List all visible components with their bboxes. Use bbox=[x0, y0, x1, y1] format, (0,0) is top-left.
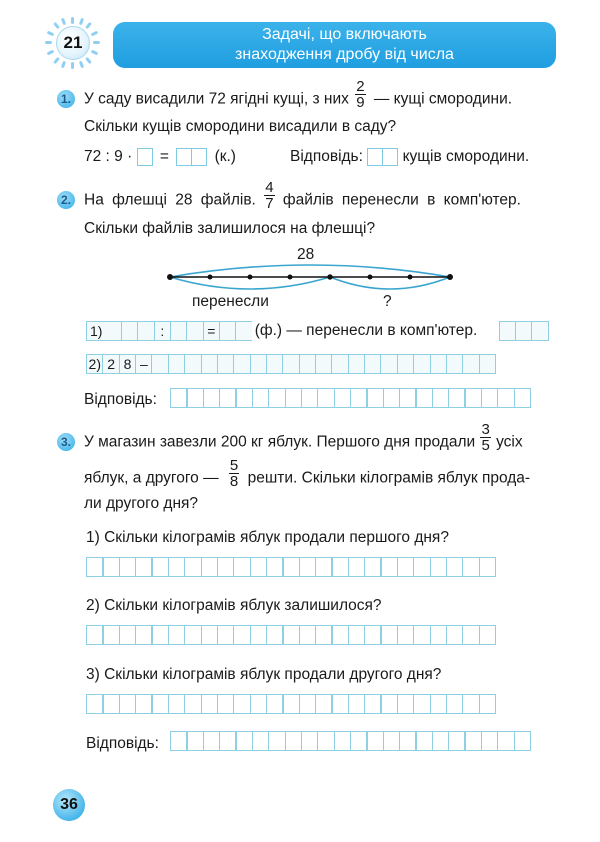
task-1-fraction bbox=[355, 79, 365, 110]
task-3-question-2: 2) Скільки кілограмів яблук залишилося? bbox=[86, 597, 382, 614]
grid-cell[interactable] bbox=[168, 694, 186, 714]
grid-cell[interactable] bbox=[348, 354, 366, 374]
grid-cell[interactable] bbox=[250, 354, 268, 374]
task-3-text-line2 bbox=[84, 457, 531, 490]
grid-cell[interactable] bbox=[397, 557, 415, 577]
answer-suffix: кущів смородини. bbox=[402, 148, 530, 165]
grid-cell[interactable] bbox=[383, 388, 401, 408]
grid-cell[interactable] bbox=[348, 625, 366, 645]
fraction-denominator: 8 bbox=[229, 473, 239, 490]
grid-cell[interactable] bbox=[531, 321, 549, 341]
task-1-text-line2: Скільки кущів смородини висадили в саду? bbox=[84, 118, 397, 135]
grid-cell[interactable] bbox=[515, 321, 533, 341]
grid-cell[interactable] bbox=[201, 557, 219, 577]
grid-cell[interactable] bbox=[217, 694, 235, 714]
grid-cell[interactable] bbox=[266, 557, 284, 577]
grid-cell[interactable] bbox=[119, 694, 137, 714]
grid-cell[interactable] bbox=[331, 557, 349, 577]
grid-cell[interactable] bbox=[380, 694, 398, 714]
grid-cell[interactable] bbox=[364, 557, 382, 577]
grid-cell[interactable] bbox=[235, 731, 253, 751]
task-1-equation bbox=[84, 147, 236, 167]
grid-cell[interactable] bbox=[184, 694, 202, 714]
grid-cell[interactable] bbox=[250, 557, 268, 577]
grid-cell[interactable] bbox=[430, 625, 448, 645]
grid-cell[interactable] bbox=[102, 625, 120, 645]
grid-cell[interactable] bbox=[168, 557, 186, 577]
task-1-text-a: У саду висадили 72 ягідні кущі, з них bbox=[84, 90, 349, 108]
grid-cell[interactable] bbox=[462, 625, 480, 645]
task-1-text-b: — кущі смородини. bbox=[373, 90, 513, 108]
grid-cell[interactable] bbox=[282, 694, 300, 714]
grid-cell[interactable] bbox=[366, 388, 384, 408]
grid-cell[interactable] bbox=[266, 694, 284, 714]
grid-cell[interactable] bbox=[186, 388, 204, 408]
grid-cell[interactable] bbox=[331, 625, 349, 645]
grid-cell[interactable] bbox=[266, 354, 284, 374]
grid-cell[interactable] bbox=[348, 694, 366, 714]
task-2-answer-label: Відповідь: bbox=[84, 391, 157, 408]
grid-cell[interactable] bbox=[479, 354, 497, 374]
grid-cell[interactable] bbox=[235, 321, 253, 341]
grid-cell[interactable] bbox=[446, 557, 464, 577]
grid-cell[interactable] bbox=[446, 354, 464, 374]
lesson-title-line1: Задачі, що включають bbox=[262, 26, 427, 43]
grid-cell[interactable] bbox=[399, 731, 417, 751]
task-3-grid-3 bbox=[86, 694, 495, 714]
task-3-text-line1 bbox=[84, 421, 523, 454]
grid-cell[interactable] bbox=[315, 694, 333, 714]
digit-cell: 2 bbox=[102, 354, 120, 374]
grid-cell[interactable] bbox=[479, 694, 497, 714]
task-2-number: 2. bbox=[57, 191, 75, 209]
task-2-text-line2: Скільки файлів залишилося на флешці? bbox=[84, 220, 376, 237]
grid-cell[interactable] bbox=[448, 731, 466, 751]
grid-cell[interactable] bbox=[397, 694, 415, 714]
diagram-left-label: перенесли bbox=[192, 293, 269, 310]
grid-cell[interactable] bbox=[102, 694, 120, 714]
grid-cell[interactable] bbox=[233, 694, 251, 714]
grid-cell[interactable] bbox=[170, 388, 188, 408]
grid-cell[interactable] bbox=[252, 731, 270, 751]
grid-cell[interactable] bbox=[219, 321, 237, 341]
grid-cell[interactable] bbox=[348, 557, 366, 577]
grid-cell[interactable] bbox=[250, 625, 268, 645]
task-1-text-line1 bbox=[84, 78, 513, 111]
grid-cell[interactable] bbox=[331, 694, 349, 714]
grid-cell[interactable] bbox=[380, 354, 398, 374]
grid-cell[interactable] bbox=[479, 625, 497, 645]
grid-cell[interactable] bbox=[102, 557, 120, 577]
unit-label: (к.) bbox=[214, 148, 236, 165]
grid-cell[interactable] bbox=[217, 625, 235, 645]
grid-cell[interactable] bbox=[151, 354, 169, 374]
task-3-text-d: решти. Скільки кілограмів яблук прода- bbox=[247, 469, 531, 487]
grid-cell[interactable] bbox=[415, 388, 433, 408]
grid-cell[interactable] bbox=[184, 557, 202, 577]
task-3-fraction-1 bbox=[480, 422, 490, 453]
grid-cell[interactable] bbox=[397, 354, 415, 374]
grid-cell[interactable] bbox=[235, 388, 253, 408]
grid-cell[interactable] bbox=[350, 388, 368, 408]
grid-cell[interactable] bbox=[499, 321, 517, 341]
grid-cell[interactable] bbox=[285, 731, 303, 751]
grid-cell[interactable] bbox=[397, 625, 415, 645]
equals-cell: = bbox=[203, 321, 221, 341]
answer-label: Відповідь: bbox=[290, 148, 363, 165]
grid-cell[interactable] bbox=[350, 731, 368, 751]
task-3-number: 3. bbox=[57, 433, 75, 451]
grid-cell[interactable] bbox=[151, 557, 169, 577]
grid-cell[interactable] bbox=[462, 694, 480, 714]
task-3-question-3: 3) Скільки кілограмів яблук продали другого дня? bbox=[86, 666, 442, 683]
grid-cell[interactable] bbox=[380, 625, 398, 645]
grid-cell[interactable] bbox=[315, 354, 333, 374]
grid-cell[interactable] bbox=[301, 388, 319, 408]
grid-cell[interactable] bbox=[446, 694, 464, 714]
grid-cell[interactable] bbox=[285, 388, 303, 408]
grid-cell[interactable] bbox=[282, 354, 300, 374]
step-2-label: 2) bbox=[86, 354, 104, 374]
grid-cell[interactable] bbox=[219, 731, 237, 751]
task-3-text-a: У магазин завезли 200 кг яблук. Першого дня продали bbox=[84, 433, 476, 451]
grid-cell[interactable] bbox=[430, 557, 448, 577]
task-2-answer-grid bbox=[170, 388, 530, 408]
fraction-denominator: 7 bbox=[265, 195, 274, 212]
grid-cell[interactable] bbox=[151, 625, 169, 645]
grid-cell[interactable] bbox=[464, 731, 482, 751]
grid-cell[interactable] bbox=[299, 557, 317, 577]
grid-cell[interactable] bbox=[268, 731, 286, 751]
grid-cell[interactable] bbox=[121, 321, 139, 341]
grid-cell[interactable] bbox=[217, 354, 235, 374]
grid-cell[interactable] bbox=[364, 625, 382, 645]
step-1-unit-text: (ф.) — перенесли в комп'ютер. bbox=[252, 321, 499, 341]
lesson-title-banner bbox=[113, 22, 556, 68]
task-1-answer bbox=[290, 147, 529, 167]
task-2-fraction bbox=[264, 180, 274, 211]
grid-cell[interactable] bbox=[201, 694, 219, 714]
grid-cell[interactable] bbox=[315, 625, 333, 645]
grid-cell[interactable] bbox=[168, 625, 186, 645]
task-3-answer-grid bbox=[170, 731, 530, 751]
task-3-question-1: 1) Скільки кілограмів яблук продали першого дня? bbox=[86, 529, 449, 546]
grid-cell[interactable] bbox=[446, 625, 464, 645]
fraction-numerator: 2 bbox=[356, 78, 365, 95]
task-3-fraction-2 bbox=[229, 458, 239, 489]
grid-cell[interactable] bbox=[217, 557, 235, 577]
grid-cell[interactable] bbox=[399, 388, 417, 408]
grid-cell[interactable] bbox=[317, 388, 335, 408]
grid-cell[interactable] bbox=[514, 731, 532, 751]
grid-cell[interactable] bbox=[334, 388, 352, 408]
task-2-text-line1 bbox=[84, 179, 521, 212]
grid-cell[interactable] bbox=[299, 354, 317, 374]
fraction-denominator: 5 bbox=[481, 437, 490, 454]
grid-cell[interactable] bbox=[252, 388, 270, 408]
task-3-grid-1 bbox=[86, 557, 495, 577]
grid-cell[interactable] bbox=[514, 388, 532, 408]
grid-cell[interactable] bbox=[186, 321, 204, 341]
grid-cell[interactable] bbox=[479, 557, 497, 577]
fraction-numerator: 4 bbox=[265, 179, 274, 196]
grid-cell[interactable] bbox=[315, 557, 333, 577]
answer-cell[interactable] bbox=[137, 148, 153, 166]
grid-cell[interactable] bbox=[301, 731, 319, 751]
grid-cell[interactable] bbox=[282, 557, 300, 577]
grid-cell[interactable] bbox=[151, 694, 169, 714]
equals-sign: = bbox=[159, 148, 169, 165]
grid-cell[interactable] bbox=[135, 557, 153, 577]
grid-cell[interactable] bbox=[430, 354, 448, 374]
grid-cell[interactable] bbox=[201, 625, 219, 645]
grid-cell[interactable] bbox=[299, 625, 317, 645]
grid-cell[interactable] bbox=[497, 388, 515, 408]
answer-cell[interactable] bbox=[191, 148, 207, 166]
grid-cell[interactable] bbox=[413, 557, 431, 577]
grid-cell[interactable] bbox=[462, 354, 480, 374]
grid-cell[interactable] bbox=[331, 354, 349, 374]
grid-cell[interactable] bbox=[219, 388, 237, 408]
step-1-label: 1) bbox=[86, 321, 122, 341]
grid-cell[interactable] bbox=[203, 731, 221, 751]
grid-cell[interactable] bbox=[448, 388, 466, 408]
task-2-text-a: На флешці 28 файлів. bbox=[84, 191, 256, 209]
grid-cell[interactable] bbox=[481, 731, 499, 751]
grid-cell[interactable] bbox=[170, 731, 188, 751]
grid-cell[interactable] bbox=[86, 694, 104, 714]
grid-cell[interactable] bbox=[266, 625, 284, 645]
grid-cell[interactable] bbox=[432, 388, 450, 408]
grid-cell[interactable] bbox=[135, 694, 153, 714]
grid-cell[interactable] bbox=[233, 354, 251, 374]
grid-cell[interactable] bbox=[464, 388, 482, 408]
grid-cell[interactable] bbox=[137, 321, 155, 341]
page-number: 36 bbox=[53, 789, 85, 821]
step-1-grid bbox=[86, 321, 548, 341]
grid-cell[interactable] bbox=[383, 731, 401, 751]
diagram-right-label: ? bbox=[383, 293, 392, 310]
grid-cell[interactable] bbox=[430, 694, 448, 714]
grid-cell[interactable] bbox=[86, 625, 104, 645]
grid-cell[interactable] bbox=[299, 694, 317, 714]
grid-cell[interactable] bbox=[170, 321, 188, 341]
fraction-numerator: 5 bbox=[229, 457, 239, 474]
grid-cell[interactable] bbox=[366, 731, 384, 751]
task-1-number: 1. bbox=[57, 90, 75, 108]
task-3-grid-2 bbox=[86, 625, 495, 645]
task-3-text-b: усіх bbox=[496, 433, 523, 451]
grid-cell[interactable] bbox=[119, 625, 137, 645]
grid-cell[interactable] bbox=[380, 557, 398, 577]
grid-cell[interactable] bbox=[413, 354, 431, 374]
fraction-numerator: 3 bbox=[481, 421, 490, 438]
grid-cell[interactable] bbox=[203, 388, 221, 408]
grid-cell[interactable] bbox=[481, 388, 499, 408]
grid-cell[interactable] bbox=[184, 625, 202, 645]
grid-cell[interactable] bbox=[268, 388, 286, 408]
grid-cell[interactable] bbox=[282, 625, 300, 645]
grid-cell[interactable] bbox=[201, 354, 219, 374]
grid-cell[interactable] bbox=[135, 625, 153, 645]
grid-cell[interactable] bbox=[415, 731, 433, 751]
answer-cell[interactable] bbox=[367, 148, 383, 166]
grid-cell[interactable] bbox=[334, 731, 352, 751]
grid-cell[interactable] bbox=[413, 625, 431, 645]
task-2-text-b: файлів перенесли в комп'ютер. bbox=[282, 191, 521, 209]
answer-cell[interactable] bbox=[176, 148, 192, 166]
equation-start: 72 : 9 · bbox=[84, 148, 133, 165]
task-3-text-c: яблук, а другого — bbox=[84, 469, 219, 487]
answer-cell[interactable] bbox=[382, 148, 398, 166]
grid-cell[interactable] bbox=[462, 557, 480, 577]
colon-cell: : bbox=[154, 321, 172, 341]
grid-cell[interactable] bbox=[497, 731, 515, 751]
task-3-answer-label: Відповідь: bbox=[86, 735, 159, 752]
lesson-title-line2: знаходження дробу від числа bbox=[235, 46, 454, 63]
fraction-denominator: 9 bbox=[356, 94, 365, 111]
grid-cell[interactable] bbox=[233, 557, 251, 577]
grid-cell[interactable] bbox=[86, 557, 104, 577]
grid-cell[interactable] bbox=[119, 557, 137, 577]
diagram-total-label: 28 bbox=[297, 246, 315, 263]
grid-cell[interactable] bbox=[250, 694, 268, 714]
step-2-grid bbox=[86, 354, 495, 374]
task-3-text-line3: ли другого дня? bbox=[84, 495, 199, 512]
grid-cell[interactable] bbox=[364, 694, 382, 714]
grid-cell[interactable] bbox=[168, 354, 186, 374]
grid-cell[interactable] bbox=[364, 354, 382, 374]
grid-cell[interactable] bbox=[317, 731, 335, 751]
grid-cell[interactable] bbox=[184, 354, 202, 374]
digit-cell: 8 bbox=[119, 354, 137, 374]
grid-cell[interactable] bbox=[413, 694, 431, 714]
lesson-number-badge: 21 bbox=[56, 26, 90, 60]
grid-cell[interactable] bbox=[233, 625, 251, 645]
minus-cell: – bbox=[135, 354, 153, 374]
grid-cell[interactable] bbox=[186, 731, 204, 751]
grid-cell[interactable] bbox=[432, 731, 450, 751]
